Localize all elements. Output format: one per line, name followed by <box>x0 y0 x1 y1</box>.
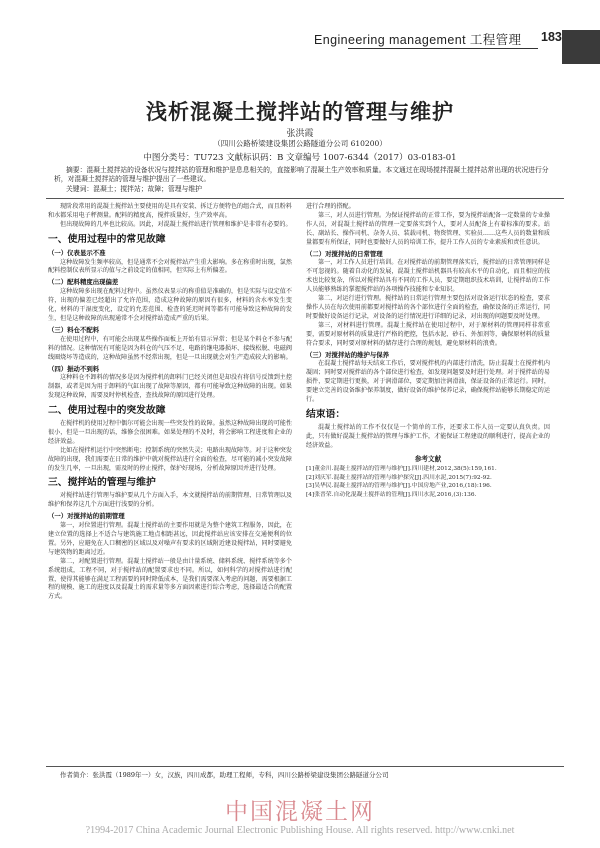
copyright-line: ?1994-2017 China Academic Journal Electronic Publishing House. All rights reserved. http://www.cnki.net <box>85 825 515 836</box>
paragraph: 进行合理的搭配。 <box>306 203 355 210</box>
right-column <box>306 203 550 499</box>
section-heading: 一、使用过程中的常见故障 <box>48 233 166 245</box>
site-watermark: 中国混凝土网 <box>225 799 375 825</box>
paragraph: 这种料仓不卸料的情况多是因为搅拌机的卸料门已经关闭但是却没有将信号反馈到主控制器，或者是因为用于卸料的气缸出现了故障等原因，都有可能导致这种故障的出现。如果发现这种故障，需要及时停机检查，查找故障的原因进行处理。 <box>48 374 292 400</box>
section-heading: 三、搅拌站的管理与维护 <box>48 477 156 489</box>
subsection-heading: （三）对搅拌站的维护与保养 <box>306 350 390 359</box>
subsection-heading: （三）料仓不配料 <box>48 325 100 334</box>
classification-line: 中图分类号：TU723 文献标识码：B 文章编号 1007-6344（2017）03-0183-01 <box>143 153 457 163</box>
article-title: 浅析混凝土搅拌站的管理与维护 <box>146 99 454 124</box>
reference-item: [1]董金川.混凝土搅拌站的管理与维护[J].四川建材,2012,38(5):159,161. <box>306 466 497 473</box>
paragraph: 这种故障多出现在配料过程中。虽然仪表显示的称重值是准确的，但是实际与设定值不符，出现的偏差已经超出了允许范围，造成这种故障的原因有很多，材料的含水率发生变化，材料的干湿度变化，设定的允差范围、检查的延迟时间等都有可能导致这种故障的发生，但是这种故障的出现通常不会对搅拌站造成严重的后果。 <box>48 288 292 322</box>
header-rule <box>348 48 538 49</box>
paragraph: 在使用过程中，有可能会出现某些操作面板上开始有显示异常；但是某个料仓不参与配料的情况。这种情况有可能是因为料仓的气压不足、电路的继电器损坏、接线松脱、电磁阀线圈烧坏等造成的，这种故障虽然不经常出现，但是一旦出现就会对生产造成较大的影响。 <box>48 335 292 361</box>
subsection-heading: （一）仪表显示不准 <box>48 248 106 257</box>
paragraph: 第一，对工作人员进行培训。在对搅拌站的前期管理落实后，搅拌站的日常管理同样是不可忽视的。随着自动化的发展，混凝土搅拌站机器具有较高水平的自动化，而且相应的技术也比较复杂，所以对搅拌站具有不同的工作人员，要定期组织技术培训，让搅拌站的工作人员能够熟练的掌握搅拌站的各项操作技能和专业知识。 <box>306 259 550 294</box>
footnote-rule <box>46 766 564 767</box>
paragraph: 第一，对位置进行管理。混凝土搅拌站的主要作用就是为整个建筑工程服务，因此，在建立位置的选择上不适合与建筑施工地点相距甚远，因此搅拌站应该安排在交通便利的位置。另外，应避免在人口稠密的区域以及对噪声有要求的区域附近建设搅拌站，同时要避免与建筑物的距离过近。 <box>48 522 292 556</box>
paragraph: 比如在搅拌机运行中突然断电；控制系统的突然失灵；电路出现故障等。对于这种突发故障的出现，我们需要在日常的维护中就对搅拌站进行全面的检查，尽可能的减小突发故障的发生几率，一旦出现，需及时的停止搅拌，保护好现场，分析故障原因并进行处理。 <box>48 446 292 472</box>
left-column <box>48 203 292 602</box>
header-separator <box>46 198 564 199</box>
author-affiliation: （四川公路桥梁建设集团公路隧道分公司 610200） <box>213 139 387 148</box>
paragraph: 对搅拌站进行管理与维护要从几个方面入手，本文就搅拌站的前期管理、日常管理以及维护和保养这几个方面进行浅要的分析。 <box>48 492 292 509</box>
page-tab-marker <box>562 30 600 64</box>
reference-item: [2]刘庆军.混凝土搅拌站的管理与维护探究[J].四川水泥,2015(7):92-92. <box>306 474 492 481</box>
author-footnote: 作者简介：张洪霞（1989年一）女，汉族，四川成都，助理工程师，专科，四川公路桥梁建设集团公路隧道分公司 <box>60 771 389 779</box>
intro-paragraph: 现阶段常用的混凝土搅拌站主要使用的是具有安装、拆迁方便特色的组合式，而且粉料和水都采用电子秤测量。配料的精度高，搅拌质量好，生产效率高。 <box>48 203 292 219</box>
reference-item: [3]吴华民.混凝土搅拌站的管理与维护[J].中国房地产业,2016,(18):196. <box>306 483 492 490</box>
paragraph: 在混凝土搅拌站每天结束工作后，要对搅拌机的内部进行清洗，防止混凝土在搅拌机内凝固；同时要对搅拌站的各个部位进行检查，如发现问题要及时进行处理。对于搅拌站的易损件，要定期进行更换，对于润滑部位，要定期加注润滑油，保证设备的正常运行。同时，要建立完善的设备维护保养制度，做好设备的维护保养记录，确保搅拌站能够长期稳定的运行。 <box>306 360 550 404</box>
paragraph: 混凝土搅拌站的工作不仅仅是一个简单的工作，还要求工作人员一定要认真负责。因此，只有做好混凝土搅拌站的管理与维护工作，才能保证工程建设的顺利进行，提高企业的经济效益。 <box>306 423 550 449</box>
subsection-heading: （二）配料精度出现偏差 <box>48 278 119 287</box>
paragraph: 第二，对运行进行管理。搅拌站的日常运行管理主要包括对设备运行状态的检查，要求操作人员在每次使用前都要对搅拌站的各个部位进行全面的检查，确保设备的正常运行，同时要做好设备运行记录，对设备的运行情况进行详细的记录，对出现的问题要及时处理。 <box>306 295 550 320</box>
journal-header: Engineering management 工程管理 <box>314 33 522 47</box>
section-heading: 二、使用过程中的突发故障 <box>48 405 166 417</box>
paragraph: 第三，对人员进行管理。为保证搅拌站的正常工作，要为搅拌站配备一定数量的专业操作人员，对混凝土搅拌站的管理一定要落实到个人，要对人员配备上有着标准的要求。站长、副站长、操作司机、杂务人员、装载司机、物资管理、实验员……这些人员的数量和质量都要有所保证，同时也要做好人员的培训工作，提升工作人员的专业素质和责任意识。 <box>306 211 550 246</box>
reference-item: [4]张晋荣.自动化混凝土搅拌站的管理[J].四川水泥,2016,(3):136. <box>306 491 477 498</box>
paragraph: 第二，对配置进行管理。混凝土搅拌站一般是由计量系统、储料系统、搅拌系统等多个系统组成，工程不同，对于搅拌站的配置要求也不同。所以，如何科学的对搅拌站进行配置，使得其能够在满足工程需要的同时降低成本，是我们需要深入考虑的问题，需要根据工程的规模、施工的进度以及混凝土的需求量等多方面因素进行综合考虑，选择最适合的配置方式。 <box>48 557 292 601</box>
paragraph: 第三，对材料进行管理。混凝土搅拌站在使用过程中，对于原材料的管理同样非常重要，需要对原材料的质量进行严格的把控，包括水泥、砂石、外加剂等，确保原材料的质量符合要求，同时要对原材料的储存进行合理的规划，避免原材料的浪费。 <box>306 321 550 347</box>
paragraph: 这种故障发生频率较高，但是通常不会对搅拌站产生重大影响。多在称重时出现，氯然配料控制仪表所显示的值与之前设定的值相同，但实际上有所偏差。 <box>48 258 292 275</box>
intro-paragraph: 但出现故障的几率也比较高。因此，对混凝土搅拌站进行管理和维护是非常有必要的。 <box>60 220 292 228</box>
keywords: 关键词：混凝土；搅拌站；故障；管理与维护 <box>66 185 202 193</box>
abstract: 摘要：混凝土搅拌站的设备状况与搅拌站的管理和维护是息息相关的，直接影响了混凝土生产效率和质量。本文通过在现场搅拌混凝土搅拌站常出现的状况进行分析，对混凝土搅拌站的管理与维护提出了一些建议。 <box>54 166 549 184</box>
references-heading: 参考文献 <box>414 454 442 463</box>
conclusion-heading: 结束语： <box>306 408 346 420</box>
subsection-heading: （一）对搅拌站的前期管理 <box>48 512 125 521</box>
subsection-heading: （二）对搅拌站的日常管理 <box>306 249 383 258</box>
page-number: 183 <box>541 30 562 44</box>
author-name: 张洪霞 <box>286 129 314 139</box>
subsection-heading: （四）振动不到料 <box>48 364 100 373</box>
paragraph: 在搅拌机的使用过程中偶尔可能会出现一些突发性的故障。虽然这种故障出现的可能性很小，但是一旦出现的话，维修会很困难。如果处理的不及时，将会影响工程进度和企业的经济效益。 <box>48 420 292 445</box>
